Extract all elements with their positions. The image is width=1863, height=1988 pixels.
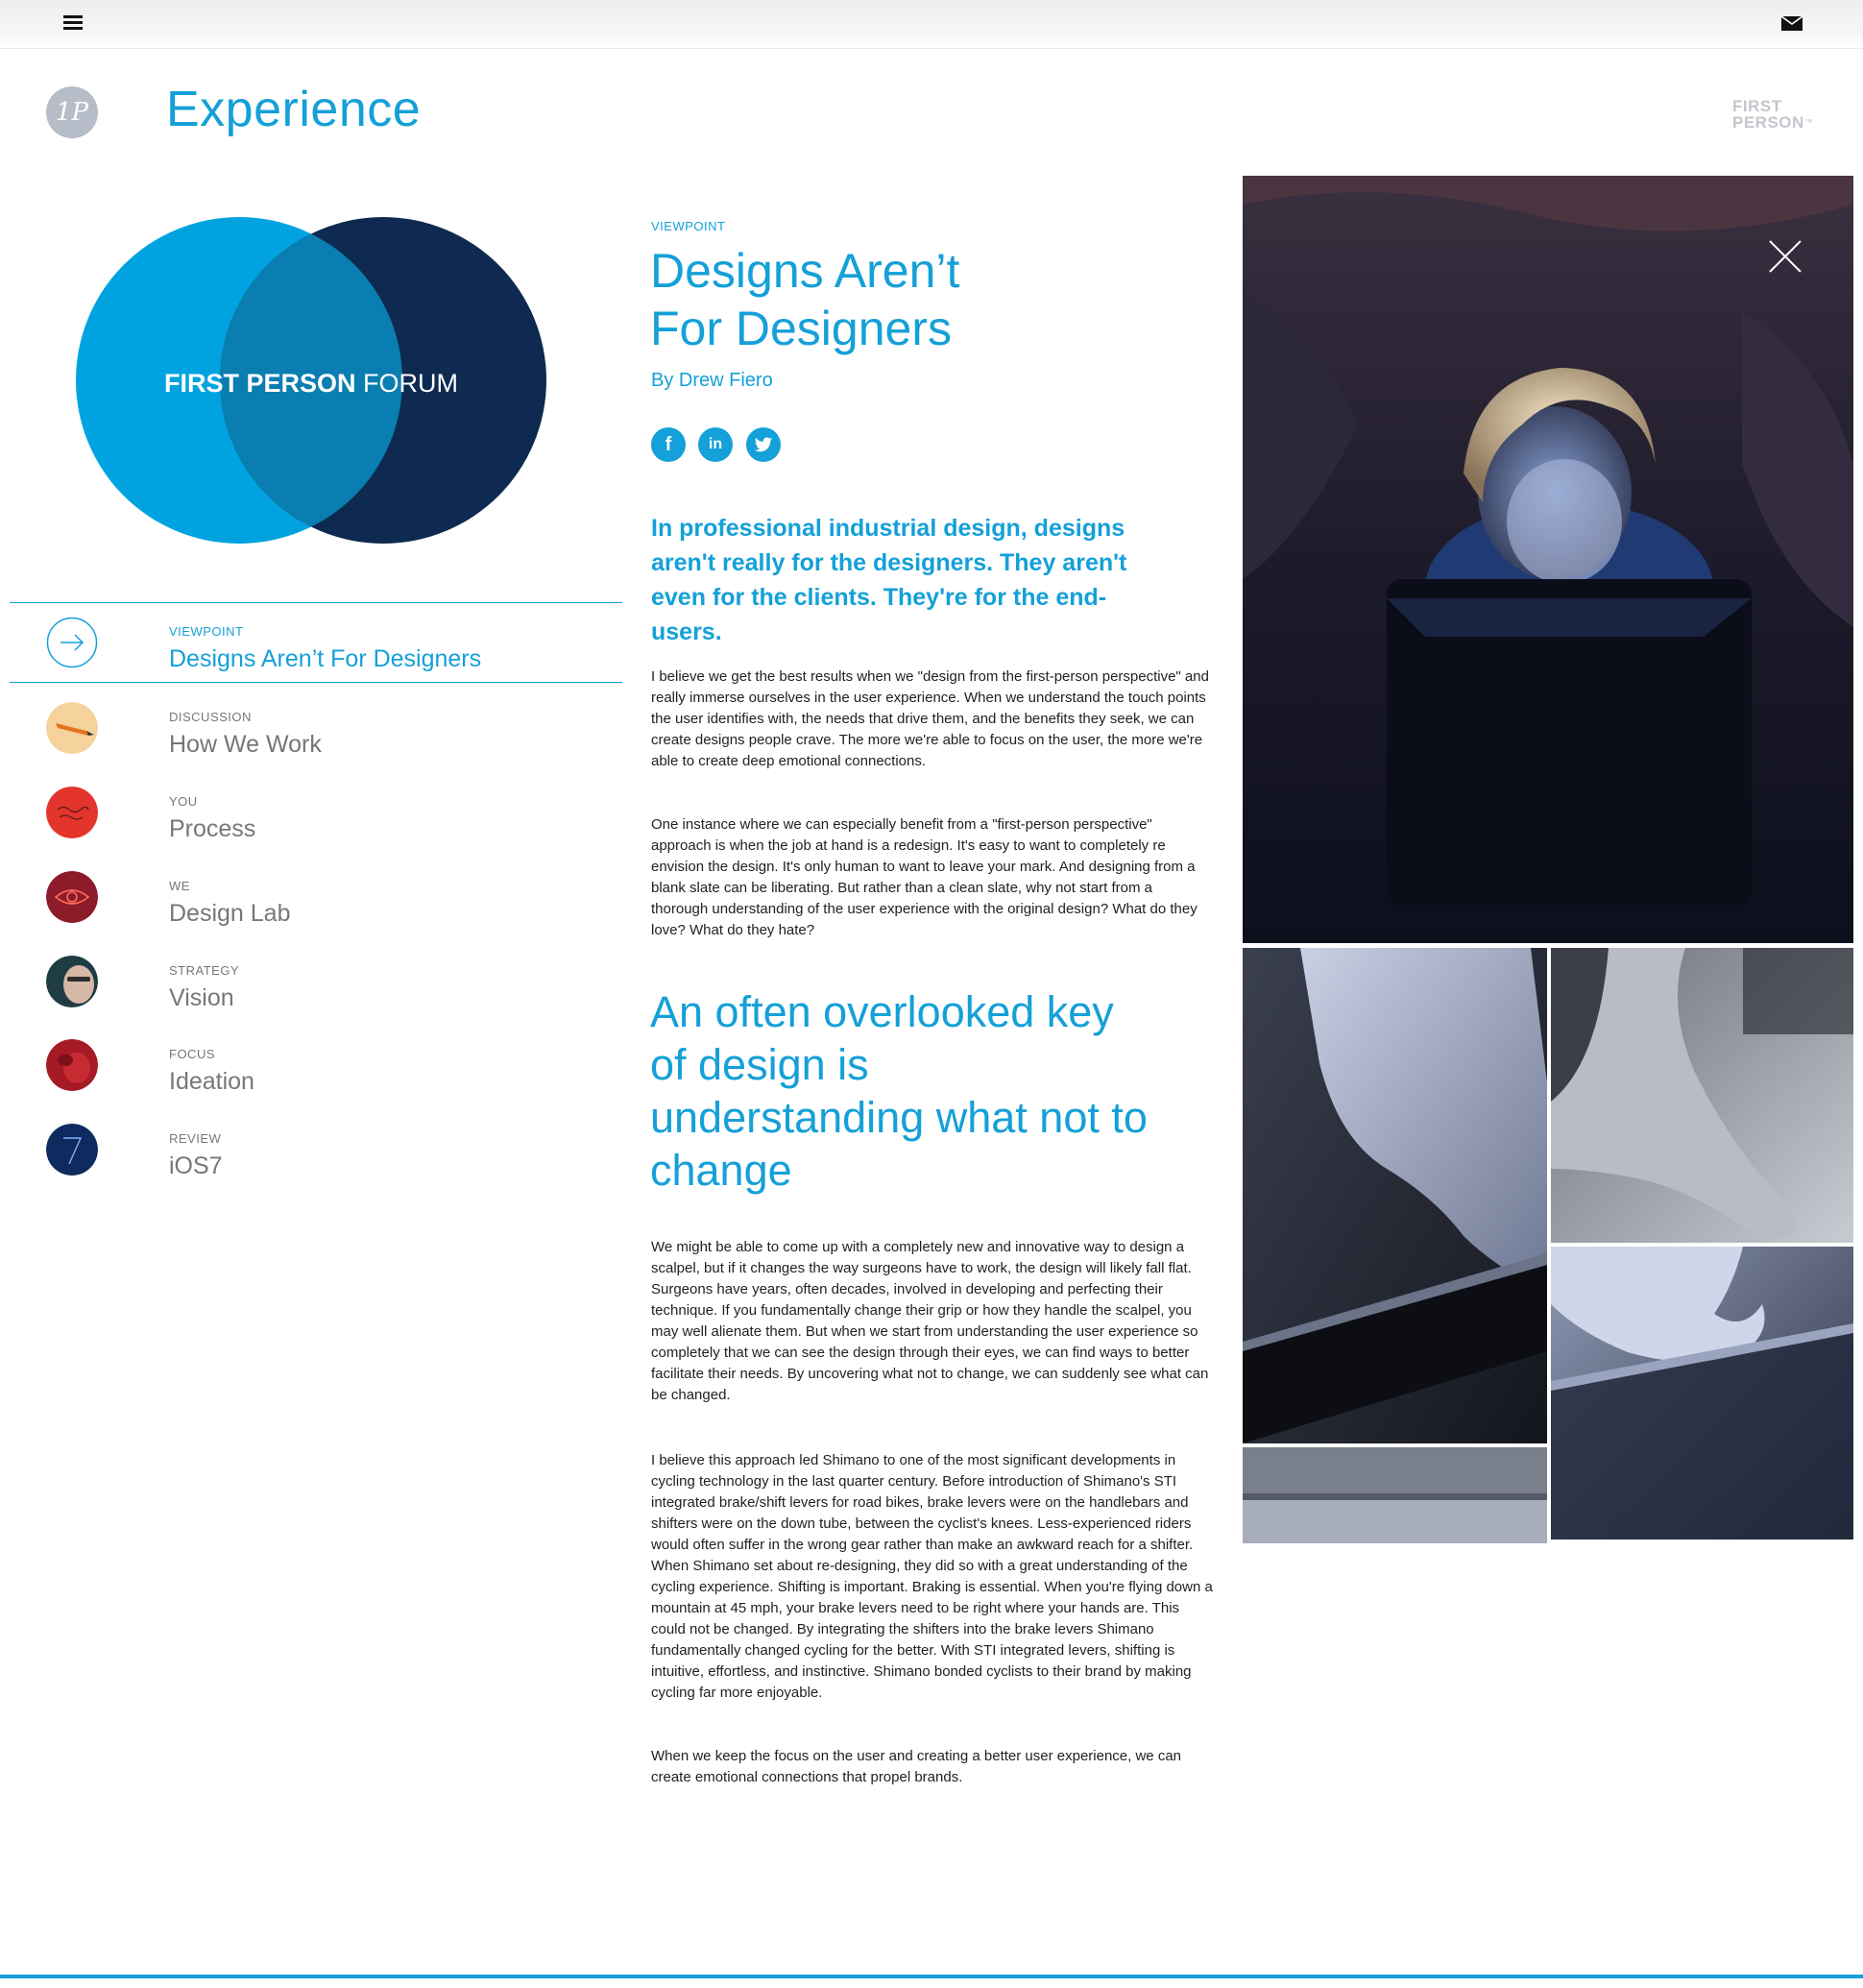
red-face-thumb-icon [46,1039,98,1091]
linkedin-share-button[interactable] [698,427,733,462]
brand-line-2-text: PERSON [1732,113,1804,132]
article-pullquote: An often overlooked key of design is understanding what not to change [650,987,1148,1195]
nav-category: DISCUSSION [169,710,252,724]
article-paragraph-4: I believe this approach led Shimano to one of the most significant developments in cycling technology in the last quarter century. Before introduction of Shimano's STI integrated brake/shift levers for road bikes, brake levers were on the handlebars and shifters were on the down tube, between the cyclist's knees. Less-experienced riders would often suffer in the wrong gear rather than make an awkward reach for a shifter. When Shimano set about re-designing, they did so with a great understanding of the cycling experience. Shifting is important. Braking is essential. When you're flying down a mountain at 45 mph, your brake levers need to be right where your hands are. This could not be changed. By integrating the shifters into the brake levers Shimano fundamentally changed cycling for the better. With STI integrated levers, shifting is intuitive, effortless, and instinctive. Shimano bonded cyclists to their brand by making cycling far more enjoyable. [651,1452,1213,1701]
finger-pointing-photo [1551,948,1853,1243]
finger-touch-screen-illustration [1551,1247,1853,1539]
hamburger-menu-icon[interactable] [63,15,83,31]
brand-line-1: FIRST [1732,97,1782,115]
linkedin-icon: in [708,436,723,452]
article-title-line-1: Designs Aren’t [650,244,960,298]
brand-wordmark[interactable] [1732,98,1828,131]
child-with-tablet-photo [1243,176,1853,943]
brand-line-2 [1732,114,1828,131]
nav-label: Vision [169,984,234,1011]
nav-item-designs-arent-for-designers[interactable] [46,617,622,693]
nav-divider-top [10,602,622,603]
portrait-thumb-icon [46,956,98,1007]
article-paragraph-2: One instance where we can especially benefit from a "first-person perspective" approach is when the job at hand is a redesign. It's easy to want to completely re envision the design. It's only human to want to leave your mark. And designing from a blank slate can be liberating. But rather than a clean slate, why not start from a thorough understanding of the user experience with the original design? What do they love? What do they hate? [651,816,1198,938]
article-paragraph-5: When we keep the focus on the user and creating a better user experience, we can create emotional connections that propel brands. [651,1748,1181,1785]
nav-label: Ideation [169,1068,254,1095]
nav-category: STRATEGY [169,963,240,978]
nav-item-vision[interactable] [46,956,622,1032]
forum-title-light: FORUM [363,369,459,398]
nav-label: Design Lab [169,900,291,927]
nav-label: How We Work [169,731,322,758]
article-paragraph-1: I believe we get the best results when we "design from the first-person perspective" and really immerse ourselves in the user experience. When we understand the touch points the user identifies with, the needs that drive them, and the benefits they seek, we can create designs people crave. The more we're able to focus on the user, the more we're able to create deep emotional connections. [651,668,1209,769]
twitter-icon [754,435,773,454]
footer-divider [0,1975,1863,1978]
article-title-line-2: For Designers [650,302,952,355]
article-kicker: VIEWPOINT [651,219,726,233]
pencil-thumb-icon [46,702,98,754]
article-byline[interactable]: By Drew Fiero [651,370,773,391]
facebook-share-button[interactable] [651,427,686,462]
nav-item-design-lab[interactable] [46,871,622,948]
nav-category: VIEWPOINT [169,624,244,639]
nav-label: Process [169,815,256,842]
tablet-edge-illustration [1243,1447,1547,1543]
forum-title [76,369,546,399]
article-lede: In professional industrial design, designs aren't really for the designers. They aren't even for the clients. They're for the end-users. [651,515,1127,645]
brand-trademark: ™ [1803,117,1814,127]
finger-touch-screen-photo [1551,1247,1853,1539]
nav-item-ios7[interactable] [46,1124,622,1200]
nav-item-ideation[interactable] [46,1039,622,1116]
article-title [650,242,1053,357]
facebook-icon: f [665,434,672,455]
hand-on-tablet-photo [1243,948,1547,1443]
hand-on-tablet-illustration [1243,948,1547,1443]
page-title: Experience [166,82,422,137]
top-bar [0,0,1863,49]
nav-category: YOU [169,794,198,809]
close-x-icon[interactable] [1768,239,1803,274]
arrow-right-icon [46,617,98,668]
red-note-thumb-icon [46,787,98,838]
forum-title-bold: FIRST PERSON [163,369,356,398]
twitter-share-button[interactable] [746,427,781,462]
eye-thumb-icon [46,871,98,923]
forum-venn-logo [76,217,546,544]
site-logo[interactable]: 1P [46,86,98,138]
finger-pointing-illustration [1551,948,1853,1243]
nav-label: iOS7 [169,1152,223,1179]
child-with-tablet-illustration [1243,176,1853,943]
ios7-thumb-icon [46,1124,98,1176]
tablet-edge-photo [1243,1447,1547,1543]
nav-item-how-we-work[interactable] [46,702,622,779]
nav-label: Designs Aren’t For Designers [169,645,482,672]
nav-item-process[interactable] [46,787,622,863]
nav-category: FOCUS [169,1047,215,1061]
envelope-icon[interactable] [1781,16,1803,31]
nav-category: REVIEW [169,1131,222,1146]
nav-category: WE [169,879,190,893]
article-paragraph-3: We might be able to come up with a completely new and innovative way to design a scalpel, but if it changes the way surgeons have to work, the design will likely fall flat. Surgeons have years, often decades, involved in developing and perfecting their technique. If you fundamentally change their grip or how they handle the scalpel, you may well alienate them. But when we start from understanding the user experience so completely that we can see the design through their eyes, we can find ways to better facilitate their needs. By uncovering what not to change, we can suddenly see what can be changed. [651,1239,1209,1403]
